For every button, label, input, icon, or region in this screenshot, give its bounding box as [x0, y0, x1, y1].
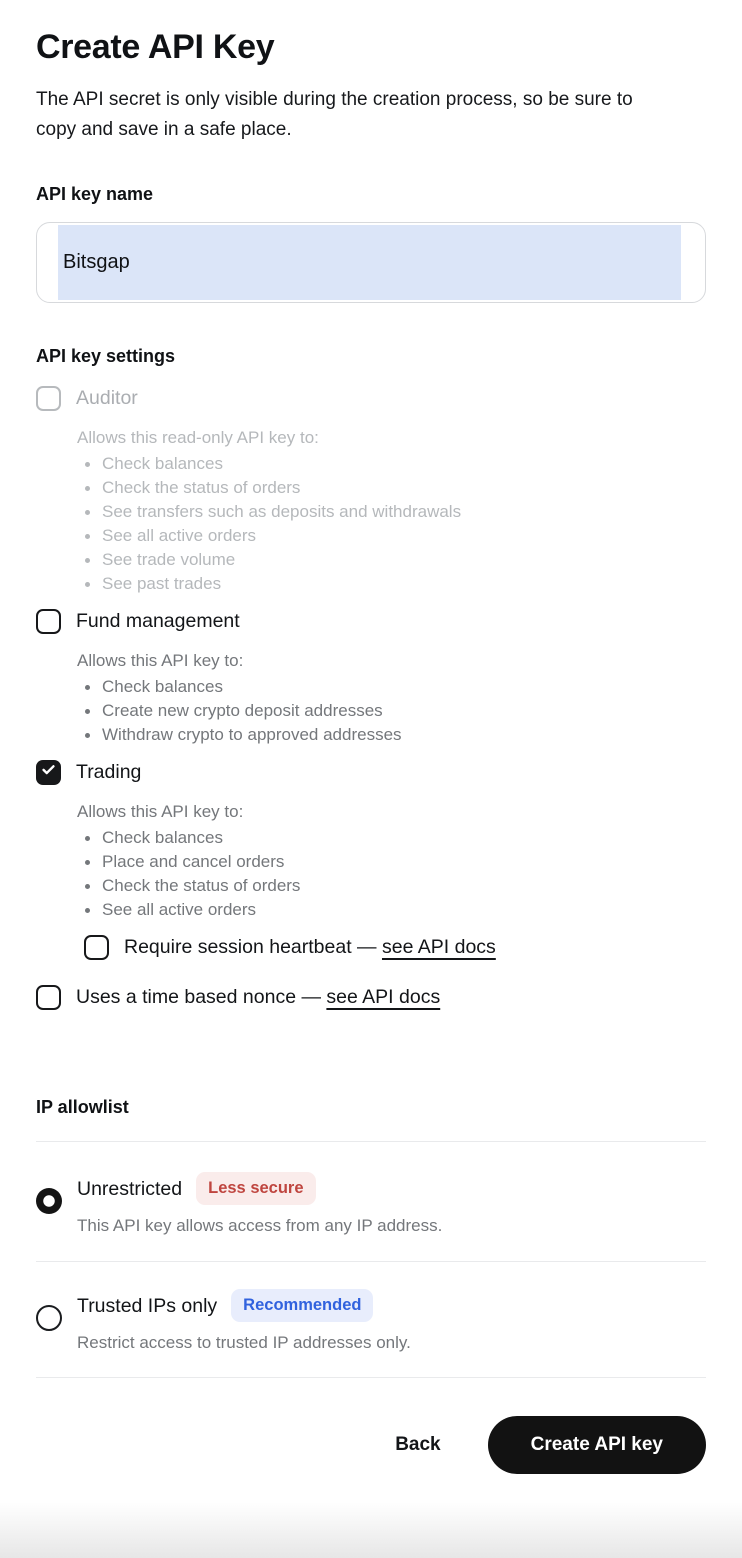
text-selection-highlight	[58, 225, 681, 300]
auditor-label[interactable]: Auditor	[76, 387, 138, 409]
footer-actions	[36, 1416, 706, 1474]
divider	[36, 1377, 706, 1378]
api-key-name-value: Bitsgap	[63, 251, 130, 273]
api-key-settings-label: API key settings	[36, 346, 176, 366]
divider	[36, 1261, 706, 1262]
auditor-help-block	[77, 427, 706, 596]
trusted-ips-radio[interactable]	[36, 1305, 62, 1331]
unrestricted-option-row	[36, 1172, 706, 1236]
time-nonce-checkbox[interactable]	[36, 985, 61, 1010]
check-icon	[40, 761, 57, 783]
time-nonce-row	[36, 984, 706, 1010]
permission-item: Create new crypto deposit addresses	[77, 699, 706, 723]
nonce-api-docs-link[interactable]: see API docs	[326, 986, 441, 1008]
page-subtitle: The API secret is only visible during the creation process, so be sure to copy and save in a safe place.	[36, 89, 633, 140]
permission-item: Withdraw crypto to approved addresses	[77, 723, 706, 747]
api-key-name-input[interactable]	[36, 222, 706, 303]
fund-management-row	[36, 608, 706, 634]
create-api-key-button[interactable]: Create API key	[488, 1416, 706, 1474]
unrestricted-description: This API key allows access from any IP address.	[77, 1216, 443, 1235]
auditor-permission-list	[77, 452, 706, 596]
trading-permission-list	[77, 826, 706, 922]
unrestricted-label[interactable]: Unrestricted	[77, 1177, 183, 1200]
divider	[36, 1141, 706, 1142]
permission-item: See past trades	[77, 572, 706, 596]
auditor-row	[36, 385, 706, 411]
trading-row	[36, 759, 706, 785]
permission-item: Check the status of orders	[77, 476, 706, 500]
ip-allowlist-label: IP allowlist	[36, 1097, 129, 1117]
permission-item: Check the status of orders	[77, 874, 706, 898]
trusted-ips-option-content	[77, 1289, 411, 1353]
trading-help-text: Allows this API key to:	[77, 802, 244, 821]
time-nonce-label[interactable]: Uses a time based nonce — see API docs	[76, 986, 441, 1008]
permission-item: See all active orders	[77, 524, 706, 548]
permission-item: Place and cancel orders	[77, 850, 706, 874]
heartbeat-api-docs-link[interactable]: see API docs	[381, 936, 496, 958]
permission-item: Check balances	[77, 675, 706, 699]
trading-label[interactable]: Trading	[76, 761, 142, 783]
fund-management-checkbox[interactable]	[36, 609, 61, 634]
recommended-badge: Recommended	[231, 1289, 373, 1322]
create-api-key-panel	[0, 28, 742, 1474]
back-button[interactable]: Back	[395, 1434, 441, 1455]
page-title: Create API Key	[36, 28, 275, 66]
bottom-fade-gradient	[0, 1502, 742, 1558]
trusted-ips-description: Restrict access to trusted IP addresses only.	[77, 1333, 411, 1352]
permission-item: Check balances	[77, 452, 706, 476]
auditor-help-text: Allows this read-only API key to:	[77, 428, 319, 447]
permission-item: See all active orders	[77, 898, 706, 922]
less-secure-badge: Less secure	[196, 1172, 315, 1205]
auditor-checkbox[interactable]	[36, 386, 61, 411]
fund-management-help-block	[77, 650, 706, 747]
fund-management-help-text: Allows this API key to:	[77, 651, 244, 670]
session-heartbeat-row	[84, 934, 706, 960]
trading-help-block	[77, 801, 706, 922]
fund-management-permission-list	[77, 675, 706, 747]
fund-management-label[interactable]: Fund management	[76, 610, 240, 632]
session-heartbeat-checkbox[interactable]	[84, 935, 109, 960]
permission-item: See trade volume	[77, 548, 706, 572]
trusted-ips-label[interactable]: Trusted IPs only	[77, 1294, 218, 1317]
unrestricted-radio[interactable]	[36, 1188, 62, 1214]
trading-checkbox[interactable]	[36, 760, 61, 785]
trusted-ips-option-row	[36, 1289, 706, 1353]
session-heartbeat-label[interactable]: Require session heartbeat — see API docs	[124, 936, 496, 958]
permission-item: Check balances	[77, 826, 706, 850]
api-key-name-label: API key name	[36, 184, 154, 204]
permission-item: See transfers such as deposits and withdrawals	[77, 500, 706, 524]
unrestricted-option-content	[77, 1172, 442, 1236]
